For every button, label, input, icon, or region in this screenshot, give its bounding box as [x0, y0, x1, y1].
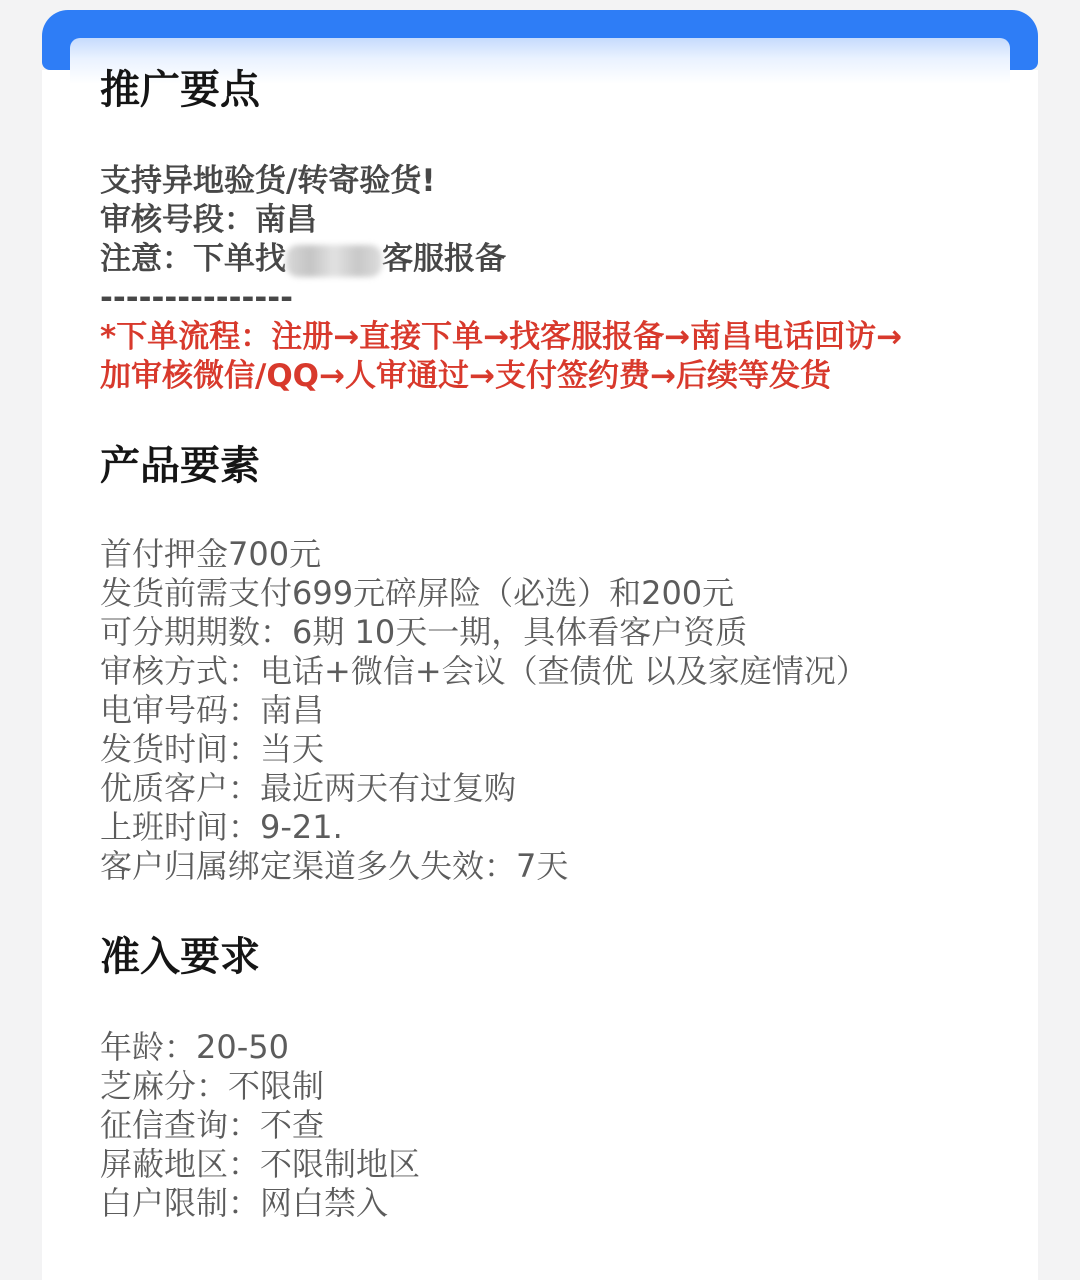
- admission-line: 年龄：20-50: [100, 1028, 289, 1066]
- product-line: 发货前需支付699元碎屏险（必选）和200元: [100, 574, 735, 612]
- admission-line: 屏蔽地区：不限制地区: [100, 1145, 421, 1183]
- order-process-line: 加审核微信/QQ→人审通过→支付签约费→后续等发货: [100, 358, 831, 394]
- product-line: 审核方式：电话+微信+会议（查债优 以及家庭情况）: [100, 652, 868, 690]
- product-elements: [100, 535, 868, 886]
- notice-suffix: 客服报备: [382, 241, 506, 277]
- product-line: 可分期期数：6期 10天一期，具体看客户资质: [100, 613, 748, 651]
- promo-points: [100, 162, 902, 396]
- product-line: 发货时间：当天: [100, 730, 325, 768]
- admission-requirements: [100, 1028, 420, 1223]
- divider-dashes: ---------------: [100, 280, 293, 316]
- product-line: 优质客户：最近两天有过复购: [100, 769, 517, 807]
- product-line: 电审号码：南昌: [100, 691, 325, 729]
- promo-line-notice: [100, 240, 902, 279]
- section-title-promo: 推广要点: [100, 67, 260, 113]
- section-title-product: 产品要素: [100, 443, 260, 489]
- product-line: 首付押金700元: [100, 535, 322, 573]
- section-title-admission: 准入要求: [100, 934, 260, 980]
- notice-prefix: 注意：下单找: [100, 241, 286, 277]
- admission-line: 征信查询：不查: [100, 1106, 325, 1144]
- admission-line: 白户限制：网白禁入: [100, 1184, 389, 1222]
- promo-line-inspection: 支持异地验货/转寄验货!: [100, 163, 436, 199]
- order-process-line: *下单流程：注册→直接下单→找客服报备→南昌电话回访→: [100, 319, 903, 355]
- product-line: 上班时间：9-21.: [100, 808, 343, 846]
- promo-line-number-segment: 审核号段：南昌: [100, 202, 317, 238]
- admission-line: 芝麻分：不限制: [100, 1067, 325, 1105]
- redacted-blur: [286, 245, 382, 277]
- product-line: 客户归属绑定渠道多久失效：7天: [100, 847, 569, 885]
